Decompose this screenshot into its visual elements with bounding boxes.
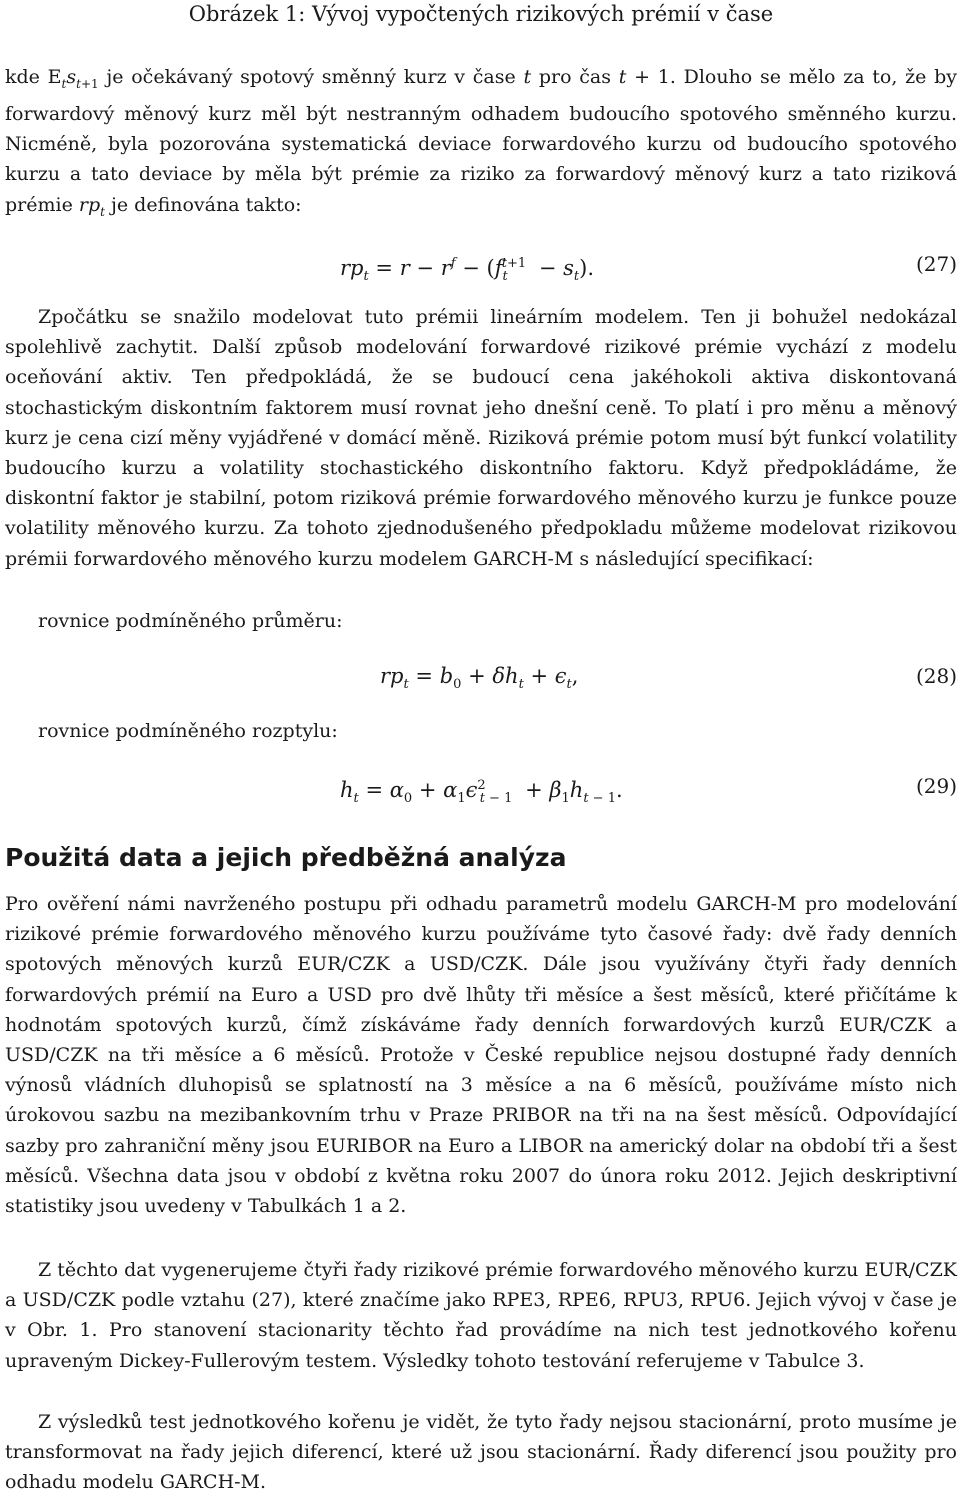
equation-27-formula: $rp_t = r - r^f - (f_t^{t+1} - s_t)$. [340,256,595,285]
paragraph-data: Pro ověření námi navrženého postupu při odhadu parametrů modelu GARCH-M pro modelování rizikové prémie forwardového měnového kurzu používáme tyto časové řady: dvě řady denních spotových měnových kurzů EUR/CZK a USD/CZK. Dále jsou využívány čtyři řady denních forwardových prémií na Euro a USD pro dvě lhůty tři měsíce a šest měsíců, které přičítáme k hodnotám spotových kurzů, čímž získáváme řady denních forwardových kurzů EUR/CZK a USD/CZK na tři měsíce a 6 měsíců. Protože v České republice nejsou dostupné řady denních výnosů vládních dluhopisů se splatností na 3 měsíce a na 6 měsíců, používáme místo nich úrokovou sazbu na mezibankovním trhu v Praze PRIBOR na tři na na šest měsíců. Odpovídající sazby pro zahraniční měny jsou EURIBOR na Euro a LIBOR na americký dolar na období tři a šest měsíců. Všechna data jsou v období z května roku 2007 do února roku 2012. Jejich deskriptivní statistiky jsou uvedeny v Tabulkách 1 a 2. [5,893,957,1218]
section-heading: Použitá data a jejich předběžná analýza [5,843,567,872]
equation-27-number: (27) [915,252,957,276]
equation-29-number: (29) [915,774,957,798]
paragraph-definition: kde $E_ts_{t+1}$ je očekávaný spotový směnný kurz v čase t pro čas t + 1. Dlouho se mělo za to, že by forwardový měnový kurz měl být nestranným odhadem budoucího spotového směnného kurzu. Nicméně, byla pozorována systematická deviace forwardového kurzu od budoucího spotového kurzu a tato deviace by měla být prémie za riziko za forwardový měnový kurz a tato riziková prémie $rp_t$ je definována takto: [5,66,957,219]
equation-28 [5,659,957,693]
paragraph-series: Z těchto dat vygenerujeme čtyři řady rizikové prémie forwardového měnového kurzu EUR/CZK a USD/CZK podle vztahu (27), které značíme jako RPE3, RPE6, RPU3, RPU6. Jejich vývoj v čase je v Obr. 1. Pro stanovení stacionarity těchto řad provádíme na nich test jednotkového kořenu upraveným Dickey-Fullerovým testem. Výsledky tohoto testování referujeme v Tabulce 3. [5,1259,957,1372]
label-conditional-mean: rovnice podmíněného průměru: [38,610,343,632]
equation-29 [5,769,957,807]
paragraph-model: Zpočátku se snažilo modelovat tuto prémii lineárním modelem. Ten ji bohužel nedokázal spolehlivě zachytit. Další způsob modelování forwardové rizikové prémie vychází z modelu oceňování aktiv. Ten předpokládá, že se budoucí cena jakéhokoli aktiva diskontovaná stochastickým diskontním faktorem musí rovnat jeho dnešní ceně. To platí i pro měnu a měnový kurz je cena cizí měny vyjádřené v domácí měně. Riziková prémie potom musí být funkcí volatility budoucího kurzu a volatility stochastického diskontního faktoru. Když předpokládáme, že diskontní faktor je stabilní, potom riziková prémie forwardového měnového kurzu je funkce pouze volatility měnového kurzu. Za tohoto zjednodušeného předpokladu můžeme modelovat rizikovou prémii forwardového měnového kurzu modelem GARCH-M s následující specifikací: [5,306,957,570]
equation-28-number: (28) [915,664,957,688]
label-conditional-variance: rovnice podmíněného rozptylu: [38,720,338,742]
figure-caption: Obrázek 1: Vývoj vypočtených rizikových prémií v čase [188,2,774,26]
equation-28-formula: $rp_t = b_0 + \delta h_t + \epsilon_t$, [380,664,579,693]
equation-29-formula: $h_t = \alpha_0 + \alpha_1\epsilon^2_{t - 1} + \beta_1h_{t - 1}$. [340,778,623,807]
equation-27 [5,247,957,285]
paragraph-stationarity: Z výsledků test jednotkového kořenu je vidět, že tyto řady nejsou stacionární, proto musíme je transformovat na řady jejich diferencí, které už jsou stacionární. Řady diferencí jsou použity pro odhadu modelu GARCH-M. [5,1411,957,1494]
